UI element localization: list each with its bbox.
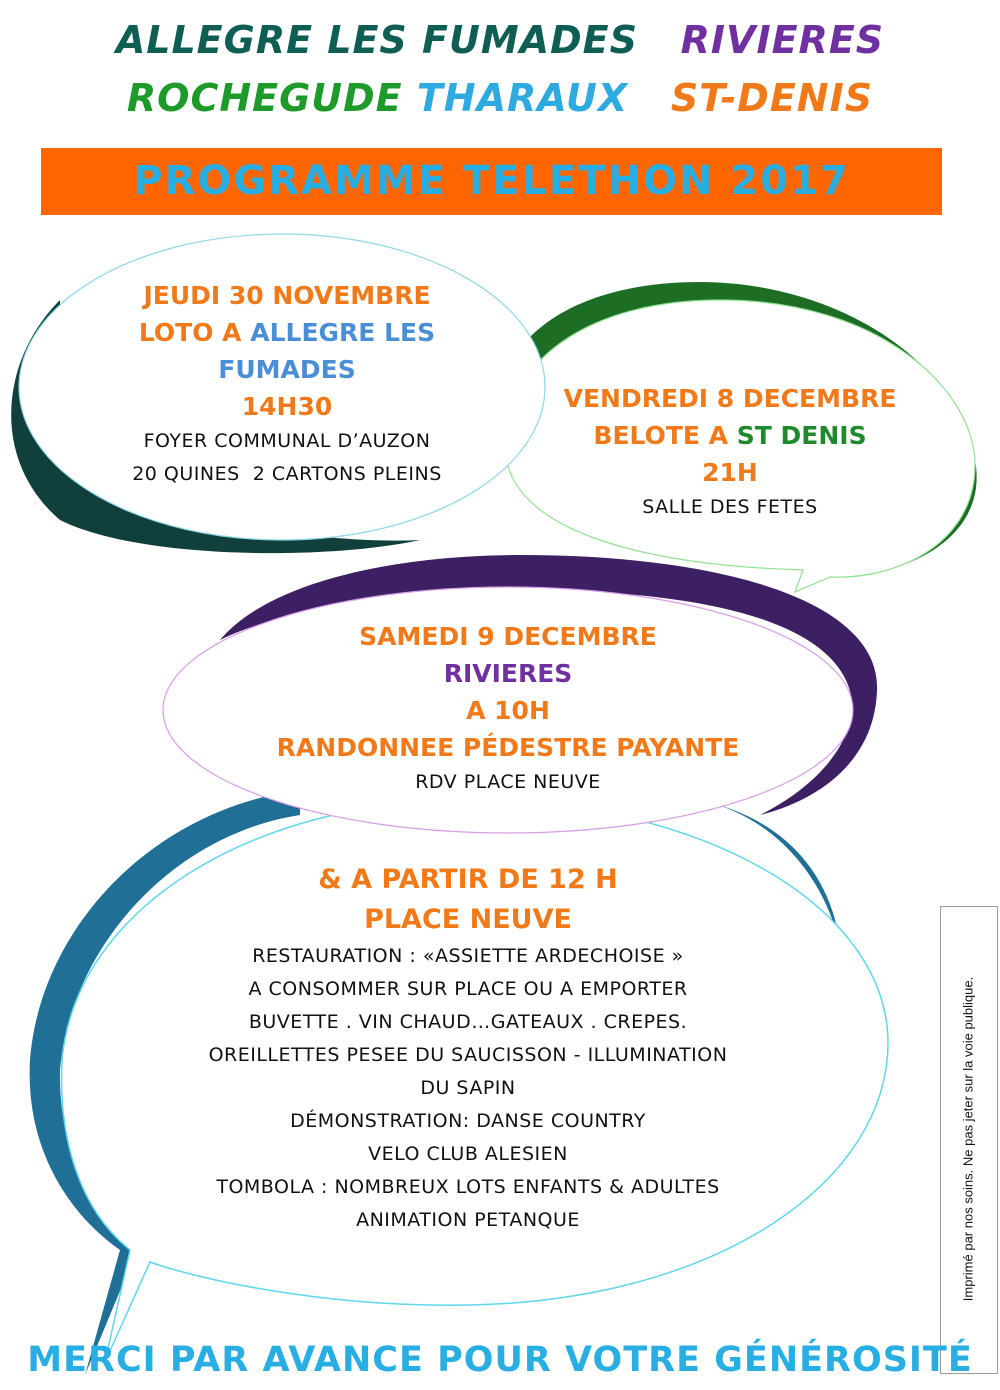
town-rivieres: RIVIERES <box>680 18 885 62</box>
thursday-time: 14H30 <box>241 392 333 421</box>
event-afternoon <box>118 860 818 1237</box>
town-tharaux: THARAUX <box>416 76 629 120</box>
thursday-place-part1: ALLEGRE LES <box>250 318 436 347</box>
saturday-place: RIVIERES <box>443 659 573 688</box>
afternoon-line: VELO CLUB ALESIEN <box>368 1143 568 1165</box>
town-allegre-les-fumades: ALLEGRE LES FUMADES <box>115 18 638 62</box>
friday-date: VENDREDI 8 DECEMBRE <box>563 384 897 413</box>
event-saturday <box>208 618 808 799</box>
thursday-date: JEUDI 30 NOVEMBRE <box>143 281 431 310</box>
saturday-time: A 10H <box>466 696 550 725</box>
saturday-activity: RANDONNEE PÉDESTRE PAYANTE <box>276 733 740 762</box>
banner-title: PROGRAMME TELETHON 2017 <box>133 158 850 204</box>
afternoon-line: DÉMONSTRATION: DANSE COUNTRY <box>290 1110 646 1132</box>
afternoon-line: BUVETTE . VIN CHAUD…GATEAUX . CREPES. <box>248 1011 688 1033</box>
town-rochegude: ROCHEGUDE <box>126 76 403 120</box>
saturday-meeting: RDV PLACE NEUVE <box>415 771 601 793</box>
friday-place: ST DENIS <box>736 421 867 450</box>
afternoon-line: RESTAURATION : «ASSIETTE ARDECHOISE » <box>252 945 684 967</box>
thursday-activity-prefix: LOTO A <box>138 318 242 347</box>
side-note-text: Imprimé par nos soins. Ne pas jeter sur la voie publique. <box>960 976 976 1302</box>
friday-activity-prefix: BELOTE A <box>593 421 729 450</box>
friday-venue: SALLE DES FETES <box>642 496 818 518</box>
thursday-place-part2: FUMADES <box>218 355 356 384</box>
thursday-activity-line <box>62 314 512 351</box>
afternoon-place: PLACE NEUVE <box>364 904 572 935</box>
afternoon-line: A CONSOMMER SUR PLACE OU A EMPORTER <box>248 978 688 1000</box>
saturday-date: SAMEDI 9 DECEMBRE <box>359 622 657 651</box>
afternoon-line: OREILLETTES PESEE DU SAUCISSON - ILLUMINATION <box>208 1044 728 1066</box>
afternoon-line: TOMBOLA : NOMBREUX LOTS ENFANTS & ADULTES <box>216 1176 720 1198</box>
footer-thanks: MERCI PAR AVANCE POUR VOTRE GÉNÉROSITÉ <box>27 1340 973 1380</box>
afternoon-line: ANIMATION PETANQUE <box>356 1209 580 1231</box>
thursday-detail: 20 QUINES 2 CARTONS PLEINS <box>132 463 442 485</box>
thursday-venue: FOYER COMMUNAL D’AUZON <box>143 430 431 452</box>
friday-time: 21H <box>702 458 758 487</box>
event-thursday <box>62 277 512 491</box>
afternoon-line: DU SAPIN <box>420 1077 516 1099</box>
event-friday <box>540 380 920 524</box>
friday-activity-line <box>540 417 920 454</box>
town-st-denis: ST-DENIS <box>670 76 874 120</box>
afternoon-time: & A PARTIR DE 12 H <box>318 864 618 895</box>
